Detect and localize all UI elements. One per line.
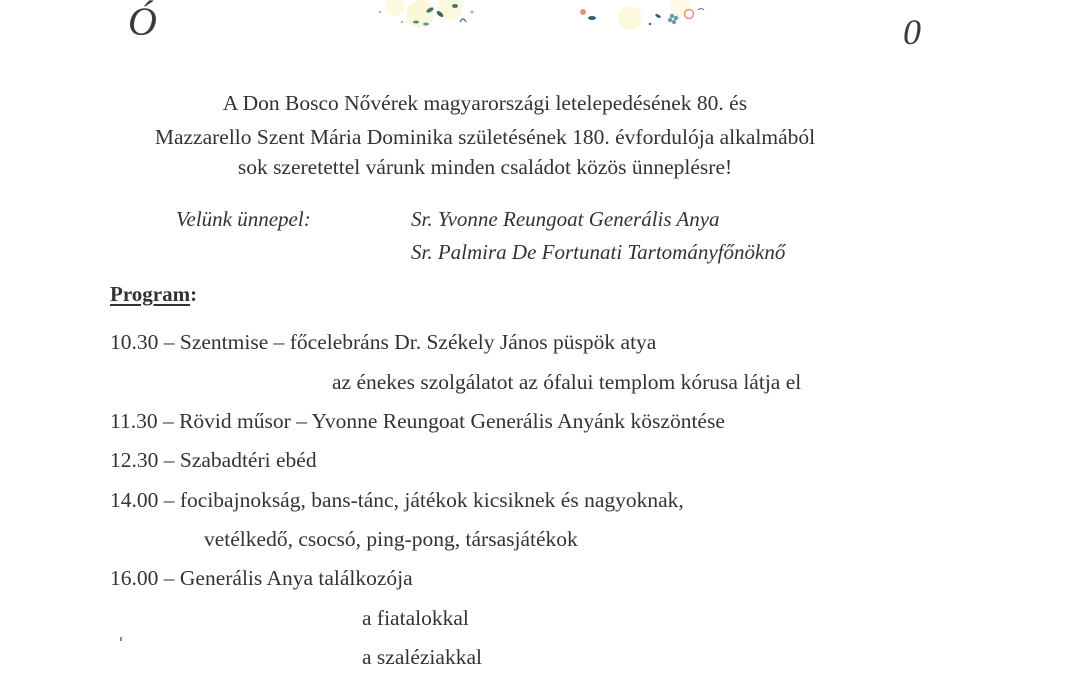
program-heading	[110, 282, 197, 307]
program-heading-colon: :	[190, 282, 198, 306]
header-letter-left: Ó	[128, 0, 157, 44]
intro-line-3: sok szeretettel várunk minden családot közös ünneplésre!	[237, 155, 733, 179]
program-line-1130: 11.30 – Rövid műsor – Yvonne Reungoat Generális Anyánk köszöntése	[110, 409, 725, 433]
program-line-1030: 10.30 – Szentmise – főcelebráns Dr. Székely János püspök atya	[110, 330, 657, 354]
program-line-1400-detail: vetélkedő, csocsó, ping-pong, társasjátékok	[204, 527, 578, 551]
program-line-1600: 16.00 – Generális Anya találkozója	[110, 566, 413, 590]
program-line-1600-salesians: a szaléziakkal	[362, 645, 482, 669]
guest-name-1: Sr. Yvonne Reungoat Generális Anya	[411, 207, 720, 231]
intro-line-1: A Don Bosco Nővérek magyarországi letelepedésének 80. és	[222, 91, 748, 115]
program-line-1600-youth: a fiatalokkal	[362, 606, 469, 630]
scan-speck	[120, 637, 122, 641]
floral-decoration-right-icon	[580, 0, 710, 34]
program-heading-text: Program	[110, 282, 191, 306]
guests-label: Velünk ünnepel:	[176, 207, 311, 231]
guest-name-2: Sr. Palmira De Fortunati Tartományfőnöknő	[411, 240, 786, 264]
header-letter-right: 0	[903, 12, 921, 52]
program-line-1400: 14.00 – focibajnokság, bans-tánc, játékok kicsiknek és nagyoknak,	[110, 488, 684, 512]
program-line-1030-detail: az énekes szolgálatot az ófalui templom kórusa látja el	[332, 370, 802, 394]
intro-line-2: Mazzarello Szent Mária Dominika születésének 180. évfordulója alkalmából	[154, 125, 816, 149]
floral-decoration-left-icon	[360, 0, 490, 34]
program-line-1230: 12.30 – Szabadtéri ebéd	[110, 448, 317, 472]
